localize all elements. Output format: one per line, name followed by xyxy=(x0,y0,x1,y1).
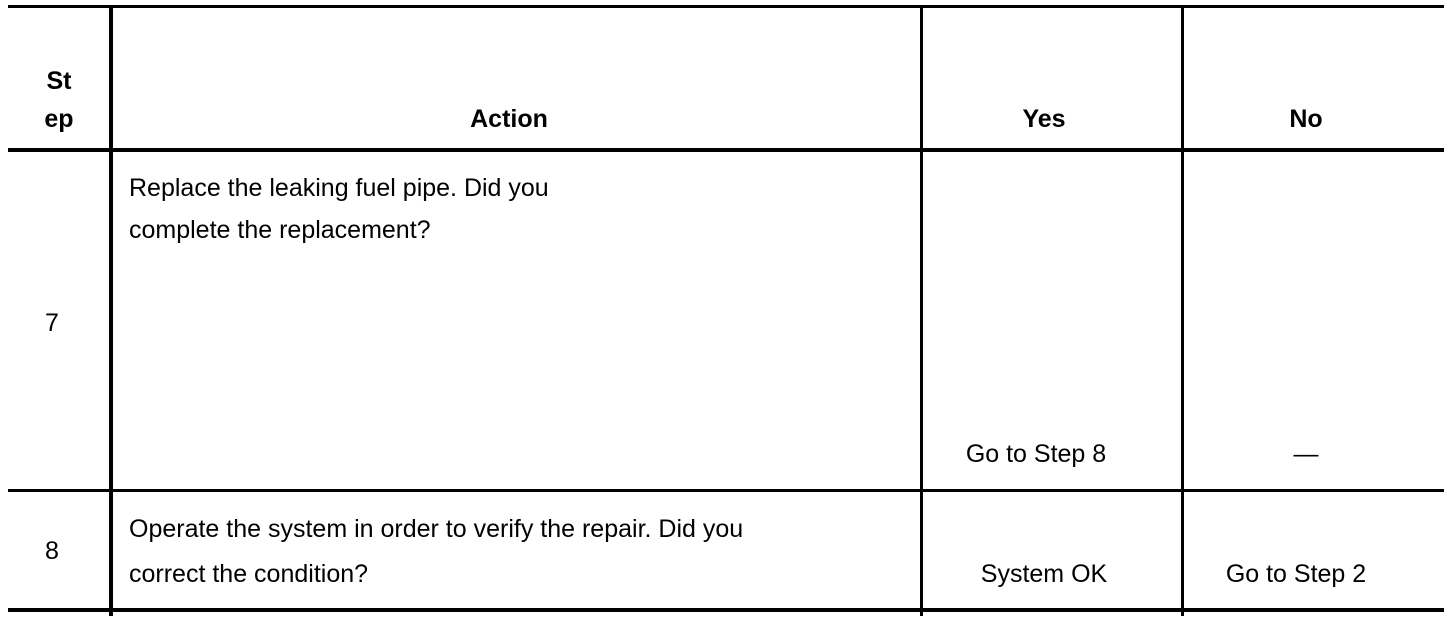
yes-step-8: System OK xyxy=(980,560,1108,588)
action-step-8-line1: Operate the system in order to verify the repair. Did you xyxy=(129,515,744,543)
column-divider-action xyxy=(920,5,923,616)
action-step-7-line1: Replace the leaking fuel pipe. Did you xyxy=(129,174,549,202)
no-step-8: Go to Step 2 xyxy=(1225,560,1367,588)
row-divider xyxy=(8,489,1444,492)
header-yes: Yes xyxy=(1022,105,1066,133)
table-border-top xyxy=(8,5,1444,8)
header-step-line1: St xyxy=(46,67,72,95)
action-step-7-line2: complete the replacement? xyxy=(129,216,431,244)
column-divider-step xyxy=(109,5,113,616)
yes-step-7: Go to Step 8 xyxy=(965,440,1107,468)
column-divider-yes xyxy=(1181,5,1184,616)
header-divider xyxy=(8,148,1444,152)
header-step-line2: ep xyxy=(44,105,74,133)
action-step-8-line2: correct the condition? xyxy=(129,560,369,588)
step-number-8: 8 xyxy=(45,537,59,565)
header-no: No xyxy=(1289,105,1323,133)
header-action: Action xyxy=(470,105,548,133)
no-step-7: — xyxy=(1293,440,1319,468)
step-number-7: 7 xyxy=(45,309,59,337)
table-border-bottom xyxy=(8,608,1444,612)
